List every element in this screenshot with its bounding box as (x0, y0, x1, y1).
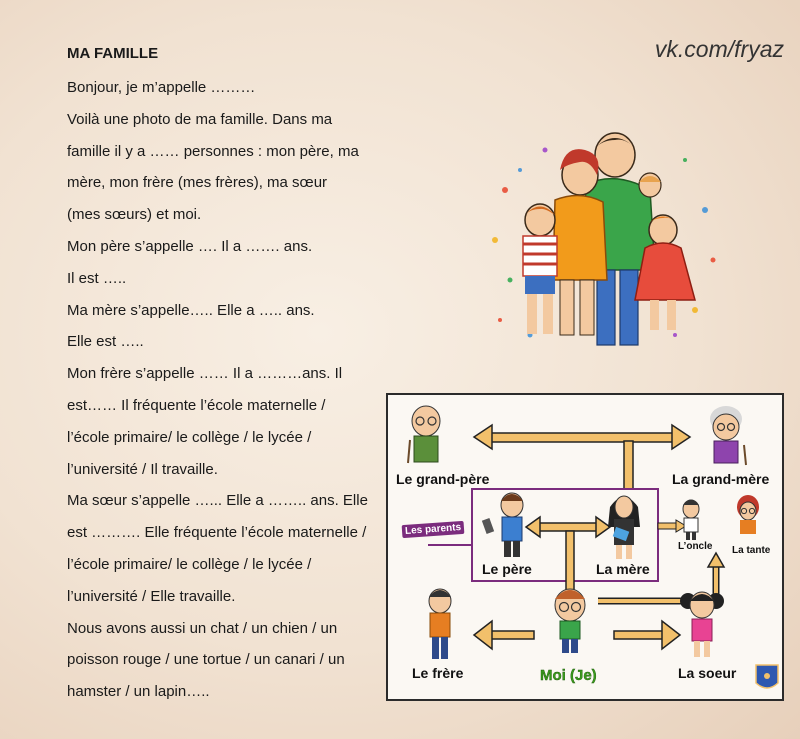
worksheet-line: poisson rouge / une tortue / un canari / un (67, 651, 345, 669)
label-mere: La mère (596, 561, 650, 577)
worksheet-line: hamster / un lapin….. (67, 683, 210, 701)
page-title: MA FAMILLE (67, 45, 159, 62)
family-group-illustration (485, 130, 725, 360)
worksheet-line: est…… Il fréquente l’école maternelle / (67, 396, 326, 414)
label-grand-mere: La grand-mère (672, 471, 770, 487)
shield-logo-icon (756, 665, 778, 688)
worksheet-line: Mon père s’appelle …. Il a ……. ans. (67, 237, 313, 255)
label-soeur: La soeur (678, 665, 737, 681)
worksheet-line: famille il y a …… personnes : mon père, ma (67, 142, 359, 160)
worksheet-line: Ma mère s’appelle….. Elle a ….. ans. (67, 301, 315, 319)
label-frere: Le frère (412, 665, 464, 681)
grandma-icon (710, 406, 746, 465)
worksheet-line: Bonjour, je m’appelle ……… (67, 79, 256, 96)
arrow-grandparents (474, 425, 690, 489)
worksheet-line: mère, mon frère (mes frères), ma sœur (67, 174, 328, 192)
father-icon (482, 493, 523, 557)
brother-icon (429, 589, 451, 659)
worksheet-line: Nous avons aussi un chat / un chien / un (67, 619, 338, 637)
me-icon (555, 589, 585, 653)
uncle-icon (683, 500, 699, 540)
worksheet-line: Voilà une photo de ma famille. Dans ma (67, 110, 333, 128)
worksheet-line: l’université / Elle travaille. (67, 587, 236, 605)
worksheet-text (67, 42, 397, 708)
arrow-frere (474, 621, 534, 649)
watermark: vk.com/fryaz (654, 36, 784, 62)
mother-icon (608, 496, 640, 559)
worksheet-line: l’école primaire/ le collège / le lycée / (67, 428, 312, 446)
aunt-icon (737, 495, 759, 534)
worksheet-line: (mes sœurs) et moi. (67, 206, 202, 224)
label-tante: La tante (732, 545, 771, 556)
label-grand-pere: Le grand-père (396, 471, 490, 487)
worksheet-line: l’école primaire/ le collège / le lycée / (67, 555, 312, 573)
worksheet-lines (67, 72, 397, 708)
arrow-soeur (614, 621, 680, 649)
worksheet-line: Ma sœur s’appelle …... Elle a …….. ans. Elle (67, 492, 368, 510)
grandpa-icon (408, 406, 440, 463)
label-oncle: L’oncle (678, 541, 713, 552)
label-pere: Le père (482, 561, 532, 577)
worksheet-line: Elle est ….. (67, 333, 144, 351)
worksheet-line: Mon frère s’appelle …… Il a ………ans. Il (67, 365, 343, 383)
family-tree-diagram (386, 393, 784, 701)
worksheet-line: est ………. Elle fréquente l’école maternelle / (67, 524, 367, 542)
worksheet-line: Il est ….. (67, 269, 127, 287)
worksheet-line: l’université / Il travaille. (67, 460, 218, 478)
label-parents: Les parents (402, 521, 465, 538)
arrow-parents (526, 517, 610, 591)
label-moi: Moi (Je) (540, 667, 597, 684)
sister-icon (680, 592, 724, 657)
